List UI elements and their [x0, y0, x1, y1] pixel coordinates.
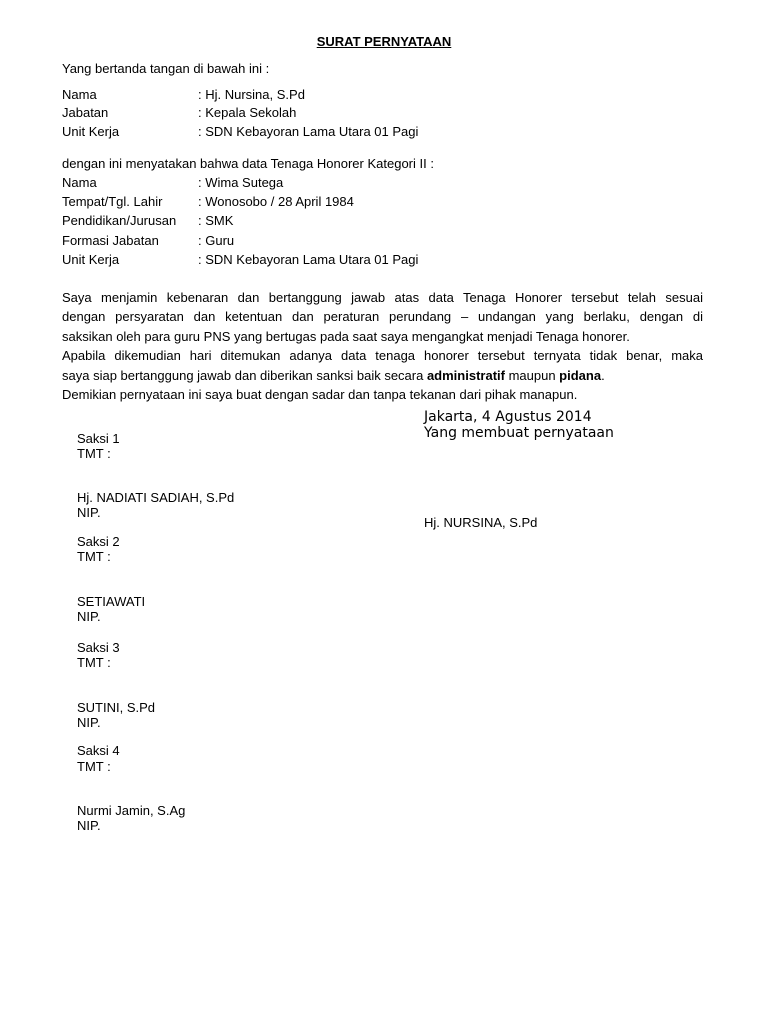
statement-body [62, 288, 703, 404]
body-line: Apabila dikemudian hari ditemukan adanya data tenaga honorer tersebut ternyata tidak benar, maka [62, 348, 703, 364]
statement-intro: dengan ini menyatakan bahwa data Tenaga Honorer Kategori II : [62, 156, 434, 171]
body-line: saksikan oleh para guru PNS yang bertugas pada saat saya mengangkat menjadi Tenaga honorer. [62, 328, 630, 344]
witness-1-nip: NIP. [77, 505, 101, 520]
honorer-row-nama [62, 175, 283, 190]
honorer-row-pendidikan [62, 213, 233, 228]
field-value: : Wima Sutega [198, 175, 284, 190]
body-line: Saya menjamin kebenaran dan bertanggung jawab atas data Tenaga Honorer tersebut telah sesuai [62, 290, 703, 305]
field-label: Tempat/Tgl. Lahir [62, 194, 163, 209]
field-value: : Hj. Nursina, S.Pd [198, 87, 305, 102]
signer-row-nama [62, 87, 305, 102]
witness-1-tmt: TMT : [77, 446, 111, 461]
body-line: dengan persyaratan dan ketentuan dan peraturan perundang – undangan yang berlaku, dengan di [62, 309, 703, 325]
honorer-row-formasi [62, 233, 234, 248]
signature-place-date: Jakarta, 4 Agustus 2014 [424, 409, 592, 425]
field-label: Unit Kerja [62, 252, 120, 267]
witness-2-label: Saksi 2 [77, 534, 120, 549]
body-text: maupun [504, 367, 560, 383]
field-label: Pendidikan/Jurusan [62, 213, 177, 228]
field-label: Nama [62, 175, 97, 190]
honorer-row-unit-kerja [62, 252, 418, 267]
field-label: Unit Kerja [62, 124, 120, 139]
intro-text: Yang bertanda tangan di bawah ini : [62, 61, 270, 76]
witness-3-tmt: TMT : [77, 655, 111, 670]
signer-row-jabatan [62, 105, 296, 120]
field-value: : SMK [198, 213, 234, 228]
emphasis-pidana: pidana [559, 367, 602, 383]
witness-1-name: Hj. NADIATI SADIAH, S.Pd [77, 490, 235, 505]
field-value: : Guru [198, 233, 235, 248]
body-line [62, 366, 703, 385]
field-label: Formasi Jabatan [62, 233, 159, 248]
witness-2-name: SETIAWATI [77, 594, 146, 609]
witness-3-label: Saksi 3 [77, 640, 120, 655]
field-value: : Wonosobo / 28 April 1984 [198, 194, 354, 209]
honorer-row-ttl [62, 194, 354, 209]
field-label: Nama [62, 87, 97, 102]
witness-3-name: SUTINI, S.Pd [77, 700, 156, 715]
witness-4-name: Nurmi Jamin, S.Ag [77, 803, 186, 818]
body-text: . [601, 367, 605, 383]
witness-4-label: Saksi 4 [77, 743, 120, 758]
field-value: : SDN Kebayoran Lama Utara 01 Pagi [198, 252, 419, 267]
field-label: Jabatan [62, 105, 109, 120]
witness-2-nip: NIP. [77, 609, 101, 624]
body-text: saya siap bertanggung jawab dan diberikan sanksi baik secara [62, 367, 427, 383]
witness-4-nip: NIP. [77, 818, 101, 833]
document-title: SURAT PERNYATAAN [316, 34, 452, 49]
signature-name: Hj. NURSINA, S.Pd [424, 515, 538, 530]
emphasis-administratif: administratif [426, 367, 505, 383]
field-value: : SDN Kebayoran Lama Utara 01 Pagi [198, 124, 419, 139]
witness-1-label: Saksi 1 [77, 431, 120, 446]
witness-2-tmt: TMT : [77, 549, 111, 564]
signer-row-unit-kerja [62, 124, 418, 139]
witness-3-nip: NIP. [77, 715, 101, 730]
field-value: : Kepala Sekolah [198, 105, 297, 120]
signature-role: Yang membuat pernyataan [424, 425, 614, 441]
body-line: Demikian pernyataan ini saya buat dengan sadar dan tanpa tekanan dari pihak manapun. [62, 387, 578, 403]
witness-4-tmt: TMT : [77, 759, 111, 774]
